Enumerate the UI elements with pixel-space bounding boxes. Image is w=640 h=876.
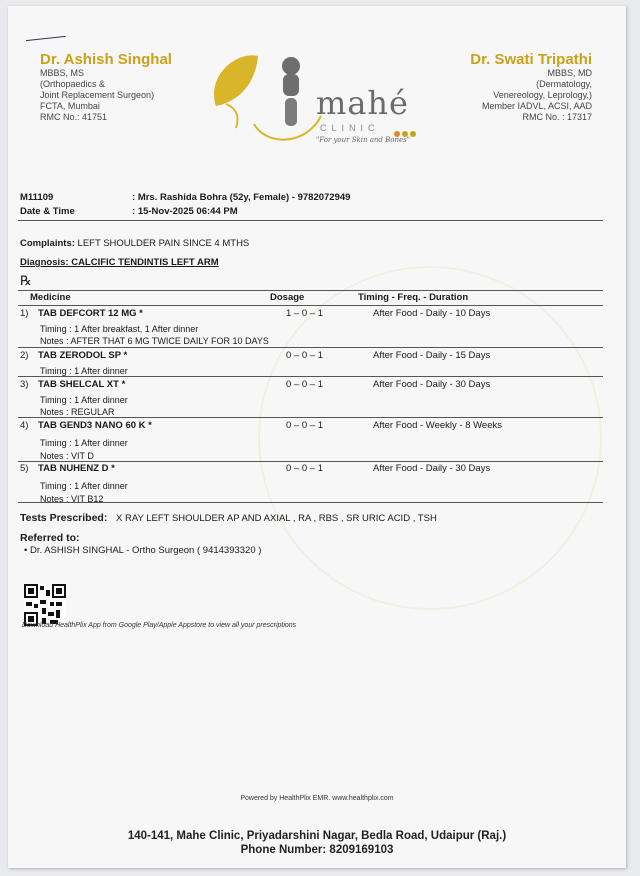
medicine-notes: Notes : AFTER THAT 6 MG TWICE DAILY FOR 10 DAYS	[40, 336, 269, 346]
doctor-left-line: MBBS, MS	[40, 68, 85, 78]
medicine-name: TAB NUHENZ D *	[38, 463, 115, 474]
medicine-row	[20, 463, 605, 503]
medicine-name: TAB ZERODOL SP *	[38, 350, 128, 361]
medicine-timing: After Food - Daily - 30 Days	[373, 379, 491, 390]
rx-symbol: ℞	[20, 274, 32, 289]
medicine-dosage: 0 – 0 – 1	[286, 379, 323, 390]
tests-prescribed	[20, 512, 437, 524]
footer-phone: Phone Number: 8209169103	[240, 844, 394, 856]
header-medicine: Medicine	[30, 292, 71, 303]
medicine-number: 5)	[20, 463, 29, 474]
medicine-dosage: 0 – 0 – 1	[286, 420, 323, 431]
doctor-left-line: Joint Replacement Surgeon)	[40, 90, 155, 100]
doctor-right-line: (Dermatology,	[536, 79, 592, 89]
header-timing: Timing - Freq. - Duration	[358, 292, 469, 303]
prescription-page	[8, 6, 626, 868]
powered-by: Powered by HealthPlix EMR. www.healthplix.com	[240, 795, 394, 802]
patient-info	[20, 192, 350, 220]
doctor-right-line: Member IADVL, ACSI, AAD	[481, 101, 592, 111]
diagnosis	[20, 257, 219, 268]
divider	[18, 502, 603, 503]
complaints-label: Complaints:	[20, 238, 75, 249]
diagnosis-value: CALCIFIC TENDINTIS LEFT ARM	[71, 257, 219, 268]
referred-label: Referred to:	[20, 532, 80, 544]
medicine-row	[20, 420, 605, 460]
doctor-right-name: Dr. Swati Tripathi	[470, 51, 592, 68]
divider	[18, 305, 603, 306]
footer-address-block	[8, 829, 626, 857]
qr-code-icon	[24, 584, 66, 626]
medicine-row	[20, 350, 605, 378]
divider	[18, 347, 603, 348]
mahe-logo-icon	[196, 46, 326, 146]
medicine-notes: Notes : VIT B12	[40, 494, 104, 504]
medicine-timing-line: Timing : 1 After breakfast, 1 After dinner	[40, 324, 199, 334]
medicine-notes: Notes : VIT D	[40, 451, 94, 461]
medicine-name: TAB SHELCAL XT *	[38, 379, 126, 390]
medicine-row	[20, 379, 605, 419]
medicine-row	[20, 308, 605, 348]
colon: :	[132, 206, 136, 217]
divider	[18, 376, 603, 377]
header-dosage: Dosage	[270, 292, 305, 303]
complaints-value: LEFT SHOULDER PAIN SINCE 4 MTHS	[77, 238, 250, 249]
doctor-left-line: (Orthopaedics &	[40, 79, 106, 89]
doctor-left-line: FCTA, Mumbai	[40, 101, 100, 111]
medicine-timing-line: Timing : 1 After dinner	[40, 438, 128, 448]
complaints	[20, 238, 249, 249]
signature-mark	[26, 36, 66, 45]
medicine-timing: After Food - Daily - 10 Days	[373, 308, 491, 319]
medicine-timing: After Food - Weekly - 8 Weeks	[373, 420, 502, 431]
date-label: Date & Time	[20, 206, 75, 217]
medicine-dosage: 0 – 0 – 1	[286, 463, 323, 474]
doctor-right-line: Venereology, Leprology,)	[493, 90, 592, 100]
referred-value: • Dr. ASHISH SINGHAL - Ortho Surgeon ( 9414393320 )	[24, 545, 262, 556]
medicine-timing-line: Timing : 1 After dinner	[40, 481, 128, 491]
doctor-right-block	[392, 51, 592, 123]
diagnosis-label: Diagnosis:	[20, 257, 69, 268]
medicine-number: 4)	[20, 420, 29, 431]
medicine-number: 1)	[20, 308, 29, 319]
medicine-notes: Notes : REGULAR	[40, 407, 115, 417]
medicine-timing-line: Timing : 1 After dinner	[40, 366, 128, 376]
medicine-dosage: 0 – 0 – 1	[286, 350, 323, 361]
footer-address: 140-141, Mahe Clinic, Priyadarshini Nagar, Bedla Road, Udaipur (Raj.)	[127, 830, 507, 842]
doctor-right-line: RMC No. : 17317	[522, 112, 592, 122]
colon: :	[132, 192, 136, 203]
divider	[18, 220, 603, 221]
doctor-left-line: RMC No.: 41751	[40, 112, 108, 122]
doctor-left-name: Dr. Ashish Singhal	[40, 51, 172, 68]
patient-name: Mrs. Rashida Bohra (52y, Female) - 9782072949	[137, 192, 351, 203]
patient-datetime: 15-Nov-2025 06:44 PM	[137, 206, 238, 217]
medicine-number: 2)	[20, 350, 29, 361]
medicine-timing-line: Timing : 1 After dinner	[40, 395, 128, 405]
medicine-timing: After Food - Daily - 30 Days	[373, 463, 491, 474]
medicine-timing: After Food - Daily - 15 Days	[373, 350, 491, 361]
medicine-name: TAB DEFCORT 12 MG *	[38, 308, 143, 319]
medicine-name: TAB GEND3 NANO 60 K *	[38, 420, 152, 431]
logo-word: mahé	[316, 84, 409, 122]
tests-value: X RAY LEFT SHOULDER AP AND AXIAL , RA , RBS , SR URIC ACID , TSH	[115, 513, 437, 524]
download-note: Download HealthPlix App from Google Play/Apple Appstore to view all your prescriptions	[22, 622, 297, 629]
divider	[18, 290, 603, 291]
tests-label: Tests Prescribed:	[20, 512, 108, 524]
doctor-right-line: MBBS, MD	[547, 68, 592, 78]
divider	[18, 461, 603, 462]
medicine-number: 3)	[20, 379, 29, 390]
divider	[18, 417, 603, 418]
logo-tagline: "For your Skin and Bones"	[316, 136, 410, 144]
patient-id: M11109	[20, 192, 54, 203]
medicine-dosage: 1 – 0 – 1	[286, 308, 323, 319]
logo-clinic-text: CLINIC	[320, 123, 380, 133]
